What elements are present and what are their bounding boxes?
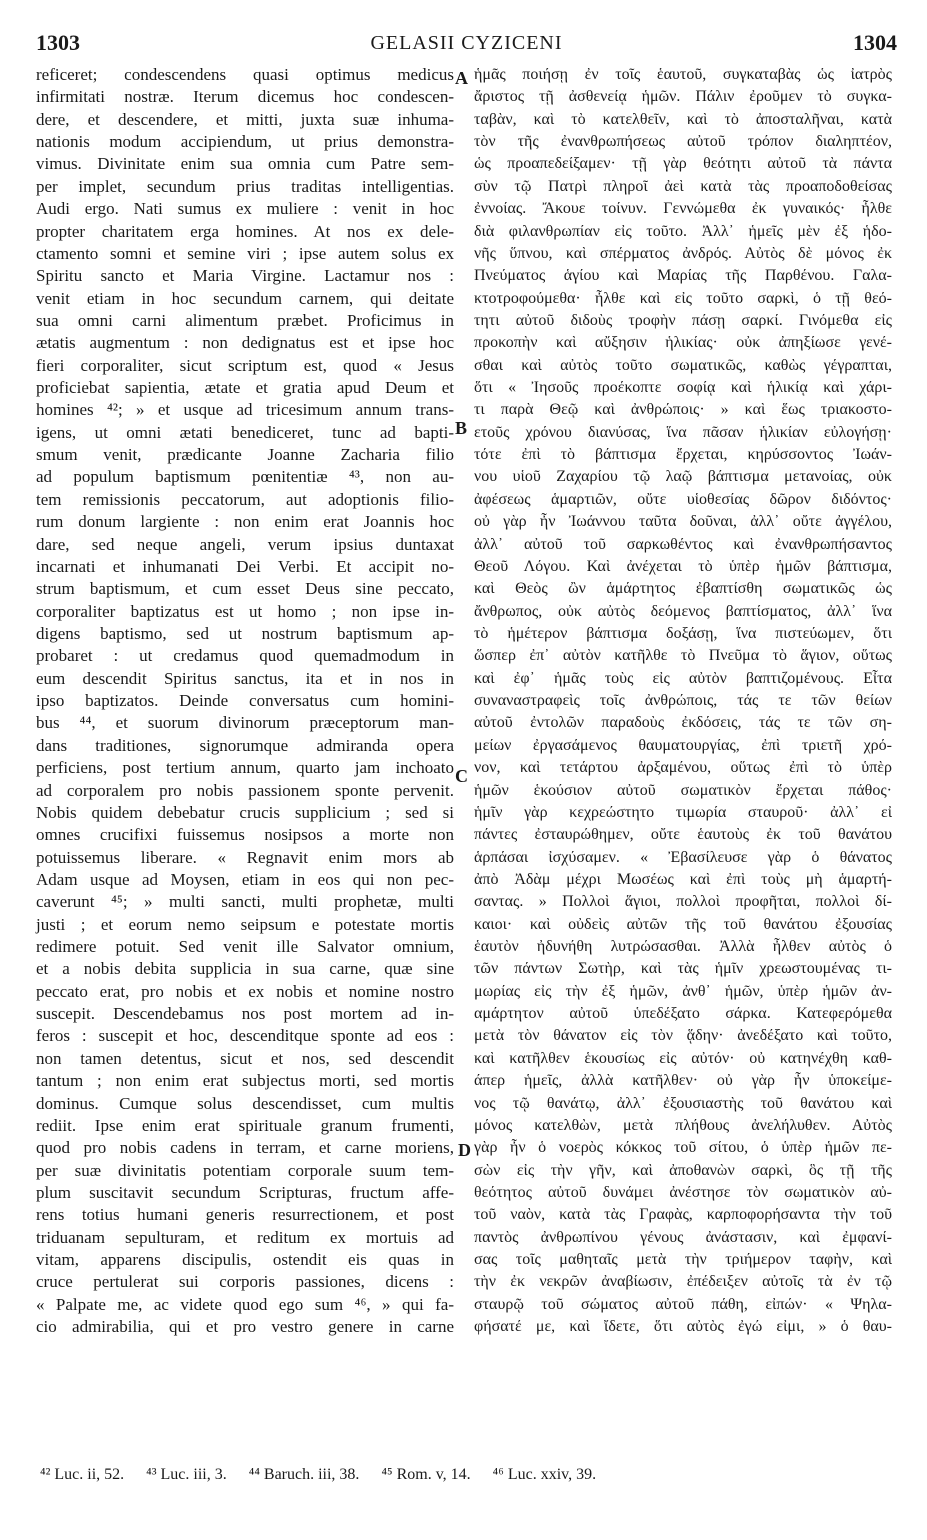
text-line: venit etiam in hoc secundum carnem, qui deitate — [36, 288, 454, 308]
text-line: ἁρπάσαι ἰσχύσαμεν. « Ἐβασίλευσε γὰρ ὁ θάνατος — [474, 848, 892, 866]
text-line: propter charitatem erga homines. At nos ex dele- — [36, 221, 454, 241]
text-line: ὥσπερ ἐπ᾽ αὐτὸν κατῆλθε τὸ Πνεῦμα τὸ ἅγιον, οὕτως — [474, 647, 892, 665]
text-line: bus ⁴⁴, et suorum divinorum præceptorum man- — [36, 713, 454, 733]
text-line: justi ; et eorum nemo seipsum e potestate mortis — [36, 914, 454, 934]
footnote: ⁴⁶ Luc. xxiv, 39. — [492, 1466, 597, 1483]
text-line: dans traditiones, signorumque admiranda opera — [36, 735, 454, 755]
text-line: σὺν τῷ Πατρὶ πληροῖ ἀεὶ κατὰ τὰς προαποδοθείσας — [474, 177, 892, 195]
text-line: σταυρῷ τοῦ σώματος αὐτοῦ πάθη, εἰπών· « Ψηλα- — [474, 1295, 892, 1313]
text-line: μωρίας εἰς τὴν ἐξ ἡμῶν, ἀνθ᾽ ἡμῶν, ὑπὲρ ἡμῶν ἀν- — [474, 982, 892, 1000]
text-line: suscepit. Descendebamus nos post mortem ad in- — [36, 1004, 454, 1024]
greek-column — [474, 64, 892, 1338]
text-line: non tamen detentus, sicut et nos, sed descendit — [36, 1048, 454, 1068]
page-header — [36, 30, 897, 64]
text-line: ὅτι « Ἰησοῦς προέκοπτε σοφίᾳ καὶ ἡλικίᾳ καὶ χάρι- — [474, 379, 892, 397]
text-line: ετοῦς χρόνου διανύσας, ἵνα πᾶσαν ἡλικίαν εὐλογήσῃ· — [474, 423, 892, 441]
text-line: ἀφέσεως ἁμαρτιῶν, οὔτε υἱοθεσίας δῶρον διδόντος· — [474, 490, 892, 508]
text-line: tantum ; non enim erat subjectus morti, sed mortis — [36, 1071, 454, 1091]
text-line: ἡμῶν ἑκούσιον αὐτοῦ σωματικὸν ἔρχεται πάθος· — [474, 781, 892, 799]
text-line: digens baptismo, sed ut nostrum baptismum ap- — [36, 623, 454, 643]
text-line: τὸ ἡμέτερον βάπτισμα δοξάσῃ, ἵνα πιστεύωμεν, ὅτι — [474, 624, 892, 642]
text-line: feros : suscepit et hoc, descenditque sponte ad eos : — [36, 1026, 454, 1046]
text-line: σας τοῖς μαθηταῖς μετὰ τὴν τριήμερον ταφὴν, καὶ — [474, 1251, 892, 1269]
text-line: σὼν εἰς τὴν γῆν, καὶ ἀποθανὼν σαρκὶ, ὃς τῇ τῆς — [474, 1161, 892, 1179]
text-line: Nobis quidem debebatur crucis supplicium ; sed si — [36, 802, 454, 822]
text-line: nationis modum accipiendum, ut prius demonstra- — [36, 132, 454, 152]
text-line: fieri corporaliter, sicut scriptum est, quod « Jesus — [36, 355, 454, 375]
text-line: proficiebat sapientia, ætate et gratia apud Deum et — [36, 378, 454, 398]
text-line: προκοπὴν καὶ αὔξησιν ἡλικίας· οὐκ ἀπηξίωσε γενέ- — [474, 334, 892, 352]
footnote: ⁴³ Luc. iii, 3. — [146, 1466, 227, 1483]
text-line: et a nobis debita supplicia in sua carne, quæ sine — [36, 959, 454, 979]
text-line: Πνεύματος ἁγίου καὶ Μαρίας τῆς Παρθένου. Γαλα- — [474, 267, 892, 285]
text-line: rens totius humani generis resurrectionem, et post — [36, 1205, 454, 1225]
text-line: γὰρ ἦν ὁ νοερὸς κόκκος τοῦ σίτου, ὁ ὑπὲρ ἡμῶν πε- — [474, 1139, 892, 1157]
text-line: τότε ἐπὶ τὸ βάπτισμα ἔρχεται, κηρύσσοντος Ἰωάν- — [474, 446, 892, 464]
text-line: « Palpate me, ac videte quod ego sum ⁴⁶, » qui fa- — [36, 1294, 454, 1314]
text-line: καὶ κατῆλθεν ἑκουσίως εἰς αὐτόν· οὐ κατηνέχθη καθ- — [474, 1049, 892, 1067]
text-line: ὡς προαπεδείξαμεν· τῇ γὰρ θεότητι αὐτοῦ τὰ πάντα — [474, 155, 892, 173]
text-line: κτοτροφούμεθα· ἦλθε καὶ εἰς τοῦτο σαρκὶ, ὁ τῇ θεό- — [474, 289, 892, 307]
text-line: corporaliter baptizatus est ut homo ; non ipse in- — [36, 601, 454, 621]
text-line: ætatis augmentum : non dedignatus est et ipse hoc — [36, 333, 454, 353]
text-line: σαντας. » Πολλοὶ ἅγιοι, πολλοὶ προφῆται, πολλοὶ δί- — [474, 893, 892, 911]
text-line: ipso baptizatos. Deinde conversatus cum homini- — [36, 691, 454, 711]
text-line: αὐτοῦ ἐντολῶν παραδοὺς ἐκδόσεις, τάς τε τῶν ση- — [474, 714, 892, 732]
latin-column — [36, 64, 454, 1338]
text-line: potuissemus liberare. « Regnavit enim mors ab — [36, 847, 454, 867]
text-line: caverunt ⁴⁵; » multi sancti, multi prophetæ, multi — [36, 892, 454, 912]
text-line: triduanam sepulturam, et reditum ex mortuis ad — [36, 1227, 454, 1247]
section-marker-c: C — [455, 766, 468, 786]
text-line: ἑαυτὸν ἠδυνήθη λυτρώσασθαι. Ἀλλὰ ἦλθεν αὐτὸς ὁ — [474, 938, 892, 956]
footnote: ⁴⁴ Baruch. iii, 38. — [248, 1466, 360, 1483]
text-line: συναναστραφεὶς τοῖς ἀνθρώποις, τάς τε τῶν θείων — [474, 692, 892, 710]
text-line: ἡμῖν γὰρ κεχρεώστητο τιμωρία σταυροῦ· ἀλλ᾽ εἰ — [474, 803, 892, 821]
text-line: ad corporalem pro nobis passionem sponte pervenit. — [36, 780, 454, 800]
text-line: καὶ ἐφ᾽ ἡμᾶς τοὺς εἰς αὐτὸν βαπτιζομένους. Εἶτα — [474, 669, 892, 687]
text-line: Adam usque ad Moysen, etiam in eos qui non pec- — [36, 869, 454, 889]
text-line: μείων ἐργασάμενος θαυματουργίας, ἐπὶ τριετῆ χρό- — [474, 736, 892, 754]
text-line: θεότητος αὐτοῦ δυνάμει ἀνέστησε τὸν σωματικὸν αὐ- — [474, 1183, 892, 1201]
text-line: peccato erat, pro nobis et ex nobis et nomine nostro — [36, 981, 454, 1001]
section-marker-a: A — [455, 68, 468, 88]
text-line: ἀπὸ Ἀδὰμ μέχρι Μωσέως καὶ ἐπὶ τοὺς μὴ ἁμαρτή- — [474, 870, 892, 888]
text-line: perficiens, post tertium annum, quarto jam inchoato — [36, 758, 454, 778]
text-line: τὸν τῆς ἐνανθρωπήσεως αὐτοῦ τρόπον διαληπτέον, — [474, 133, 892, 151]
footnotes — [40, 1466, 887, 1484]
text-line: rum donum largiente : non enim erat Joannis hoc — [36, 512, 454, 532]
text-line: plum suscitavit secundum Scripturas, fructum affe- — [36, 1182, 454, 1202]
text-line: άπερ ἡμεῖς, ἀλλὰ κατῆλθεν· οὐ γὰρ ἦν ὑποκείμε- — [474, 1072, 892, 1090]
text-line: eum descendit Spiritus sanctus, ita et in nos in — [36, 668, 454, 688]
text-line: dominus. Cumque solus descendisset, cum multis — [36, 1093, 454, 1113]
text-line: omnes crucifixi fuissemus nosipsos a morte non — [36, 825, 454, 845]
text-line: τοῦ ναὸν, κατὰ τὰς Γραφὰς, καρποφορήσαντα τὴν τοῦ — [474, 1206, 892, 1224]
text-line: per implet, secundum prius traditas intelligentias. — [36, 176, 454, 196]
section-marker-d: D — [458, 1140, 471, 1160]
text-line: ctamento somni et semine viri ; ipse autem solus ex — [36, 243, 454, 263]
text-line: ταβὰν, καὶ τὸ κατελθεῖν, καὶ τὸ ἀποσταλῆναι, κατὰ — [474, 110, 892, 128]
text-line: ad populum baptismum pœnitentiæ ⁴³, non au- — [36, 467, 454, 487]
text-line: probaret : ut credamus quod quemadmodum in — [36, 646, 454, 666]
text-line: strum baptismum, et cum esset Deus sine peccato, — [36, 579, 454, 599]
text-line: cio admirabilia, qui et pro vestro genere in carne — [36, 1317, 454, 1337]
text-line: καιοι· καὶ οὐδεὶς αὐτῶν τῆς τοῦ θανάτου ἐξουσίας — [474, 915, 892, 933]
text-line: τητι αὐτοῦ διδοὺς τροφὴν πάσῃ σαρκί. Γινόμεθα εἰς — [474, 311, 892, 329]
page-number-left: 1303 — [36, 30, 80, 55]
text-line: μόνος κατελθὼν, μετὰ πλήθους ἀνελήλυθεν. Αὐτὸς — [474, 1116, 892, 1134]
page-number-right: 1304 — [853, 30, 897, 55]
text-line: τῶν πάντων Σωτὴρ, καὶ τὰς ἡμῖν χρεωστουμένας τι- — [474, 960, 892, 978]
text-line: τὴν ἐκ νεκρῶν ἀναβίωσιν, ἐπέδειξεν αὐτοῖς τὰ ἐν τῷ — [474, 1273, 892, 1291]
text-line: ἐννοίας. Ἄκουε τοίνυν. Γεννώμεθα ἐκ γυναικός· ἦλθε — [474, 200, 892, 218]
text-line: παντὸς ἀνθρωπίνου γένους ἀνάστασιν, καὶ ἐμφανί- — [474, 1228, 892, 1246]
footnote: ⁴² Luc. ii, 52. — [40, 1466, 125, 1483]
text-line: μετὰ τὸν θάνατον εἰς τὸν ᾅδην· ἀνεδέξατο καὶ τοῦτο, — [474, 1027, 892, 1045]
text-line: καὶ Θεὸς ὢν ἁμάρτητος ἐβαπτίσθη σωματικῶς ὡς — [474, 580, 892, 598]
text-line: ἡμᾶς ποιήσῃ ἐν τοῖς ἑαυτοῦ, συγκαταβὰς ὡς ἰατρὸς — [474, 66, 892, 83]
text-line: vimus. Divinitate enim sua omnia cum Patre sem- — [36, 154, 454, 174]
text-line: incarnati et inhumanati Dei Verbi. Et accipit no- — [36, 556, 454, 576]
text-line: σθαι καὶ αὐτὸς τοῦτο σωματικῶς, καθὼς γέγραπται, — [474, 356, 892, 374]
text-line: rediit. Ipse enim erat spirituale granum frumenti, — [36, 1115, 454, 1135]
text-line: νῆς ὕπνου, καὶ σπέρματος ἀνδρός. Αὐτὸς δὲ μόνος ἐκ — [474, 244, 892, 262]
text-line: ἀλλ᾽ αὐτοῦ τοῦ σαρκωθέντος καὶ ἐνανθρωπήσαντος — [474, 535, 892, 553]
running-title: GELASII CYZICENI — [370, 32, 563, 54]
text-line: Audi ergo. Nati sumus ex muliere : venit in hoc — [36, 199, 454, 219]
text-line: ἄνθρωπος, οὐκ αὐτὸς δεόμενος βαπτίσματος, ἀλλ᾽ ἵνα — [474, 602, 892, 620]
text-line: tem remissionis peccatorum, aut adoptionis filio- — [36, 489, 454, 509]
text-line: infirmitati nostræ. Iterum dicemus hoc condescen- — [36, 87, 454, 107]
text-line: smum venit, prædicante Joanne Zacharia filio — [36, 445, 454, 465]
text-line: vitam, apparens discipulis, ostendit eis quas in — [36, 1250, 454, 1270]
text-line: διὰ φιλανθρωπίαν εἰς τοῦτο. Ἀλλ᾽ ἡμεῖς μὲν ἐξ ἡδο- — [474, 222, 892, 240]
text-line: νος τῷ θανάτῳ, ἀλλ᾽ ἐξουσιαστὴς τοῦ θανάτου καὶ — [474, 1094, 892, 1112]
text-line: οὐ γὰρ ἦν Ἰωάννου ταῦτα δοῦναι, ἀλλ᾽ οὔτε ἀγγέλου, — [474, 513, 892, 531]
footnote: ⁴⁵ Rom. v, 14. — [381, 1466, 471, 1483]
text-line: αμάρτητον αὐτοῦ ὑπεδέξατο σάρκα. Κατεφερόμεθα — [474, 1005, 892, 1023]
text-line: per suæ divinitatis potentiam corporale suum tem- — [36, 1160, 454, 1180]
text-line: φήσατέ με, καὶ ἴδετε, ὅτι αὐτὸς ἐγώ εἰμι, » ὁ θαυ- — [474, 1318, 892, 1336]
text-line: igens, ut omni ætati benediceret, tunc ad bapti- — [36, 422, 454, 442]
text-line: redimere potuit. Sed venit ille Salvator omnium, — [36, 937, 454, 957]
text-line: reficeret; condescendens quasi optimus medicus — [36, 65, 454, 84]
text-line: homines ⁴²; » et usque ad tricesimum annum trans- — [36, 400, 454, 420]
text-line: Spiritu sancto et Maria Virgine. Lactamur nos : — [36, 266, 454, 286]
text-line: νον, καὶ τετάρτου ἀρξαμένου, οὕτως ἐπὶ τὸ ὑπὲρ — [474, 759, 892, 777]
section-marker-b: B — [455, 418, 468, 438]
text-line: quod pro nobis cadens in terram, et carne moriens, — [36, 1138, 454, 1158]
text-line: τι παρὰ Θεῷ καὶ ἀνθρώποις· » καὶ ἕως τριακοστο- — [474, 401, 892, 419]
text-line: πάντες ἐσταυρώθημεν, οὔτε ἑαυτοὺς ἐκ τοῦ θανάτου — [474, 826, 892, 844]
text-line: dare, sed neque angeli, verum ipsius duntaxat — [36, 534, 454, 554]
text-line: Θεοῦ Λόγου. Καὶ ἀνέχεται τὸ ὑπὲρ ἡμῶν βάπτισμα, — [474, 557, 892, 575]
text-line: sua omni carni alimentum præbet. Proficimus in — [36, 310, 454, 330]
text-line: dere, et descendere, et mitti, juxta suæ inhuma- — [36, 109, 454, 129]
text-line: ἄριστος τῇ ἀσθενείᾳ ἡμῶν. Πάλιν ἐροῦμεν τὸ συγκα- — [474, 88, 892, 106]
text-line: cruce pertulerat sui corporis passiones, dicens : — [36, 1272, 454, 1292]
text-line: νου υἱοῦ Ζαχαρίου τῷ λαῷ βάπτισμα μετανοίας, οὐκ — [474, 468, 892, 486]
